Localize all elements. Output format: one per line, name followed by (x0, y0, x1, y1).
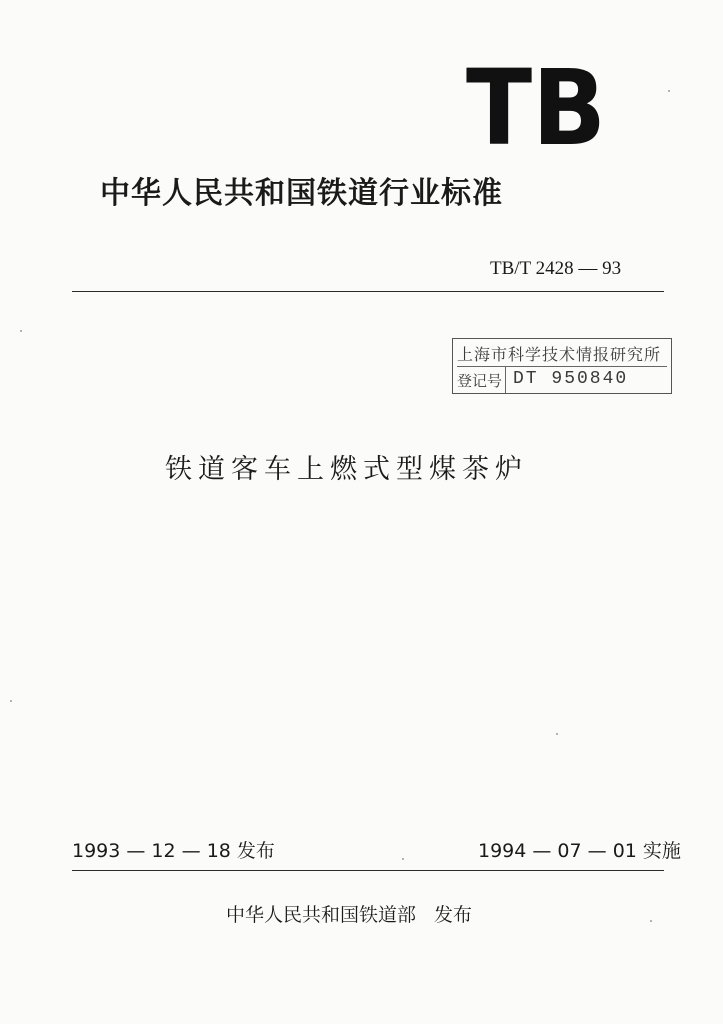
bottom-divider (72, 870, 664, 871)
publisher-name: 中华人民共和国铁道部 (226, 904, 417, 926)
implementation-date: 1994 — 07 — 01 实施 (478, 840, 681, 862)
stamp-label: 登记号 (457, 372, 503, 390)
standard-category-title: 中华人民共和国铁道行业标准 (100, 176, 503, 211)
scan-speck (668, 90, 670, 92)
stamp-institution: 上海市科学技术情报研究所 (457, 342, 667, 367)
stamp-divider (505, 367, 506, 393)
publisher-line (226, 900, 472, 927)
standard-number: TB/T 2428 — 93 (490, 258, 622, 279)
issue-date: 1993 — 12 — 18 发布 (72, 840, 275, 862)
document-title: 铁道客车上燃式型煤茶炉 (165, 454, 528, 485)
scan-speck (20, 330, 22, 332)
scan-speck (556, 733, 558, 735)
publisher-action: 发布 (434, 904, 473, 926)
scan-speck (10, 700, 12, 702)
tb-logo-text: TB (466, 62, 606, 152)
registration-stamp (452, 338, 672, 394)
top-divider (72, 291, 664, 292)
tb-logo (466, 62, 608, 152)
stamp-number: DT 950840 (513, 369, 629, 389)
scan-speck (402, 858, 404, 860)
scan-speck (650, 920, 652, 922)
